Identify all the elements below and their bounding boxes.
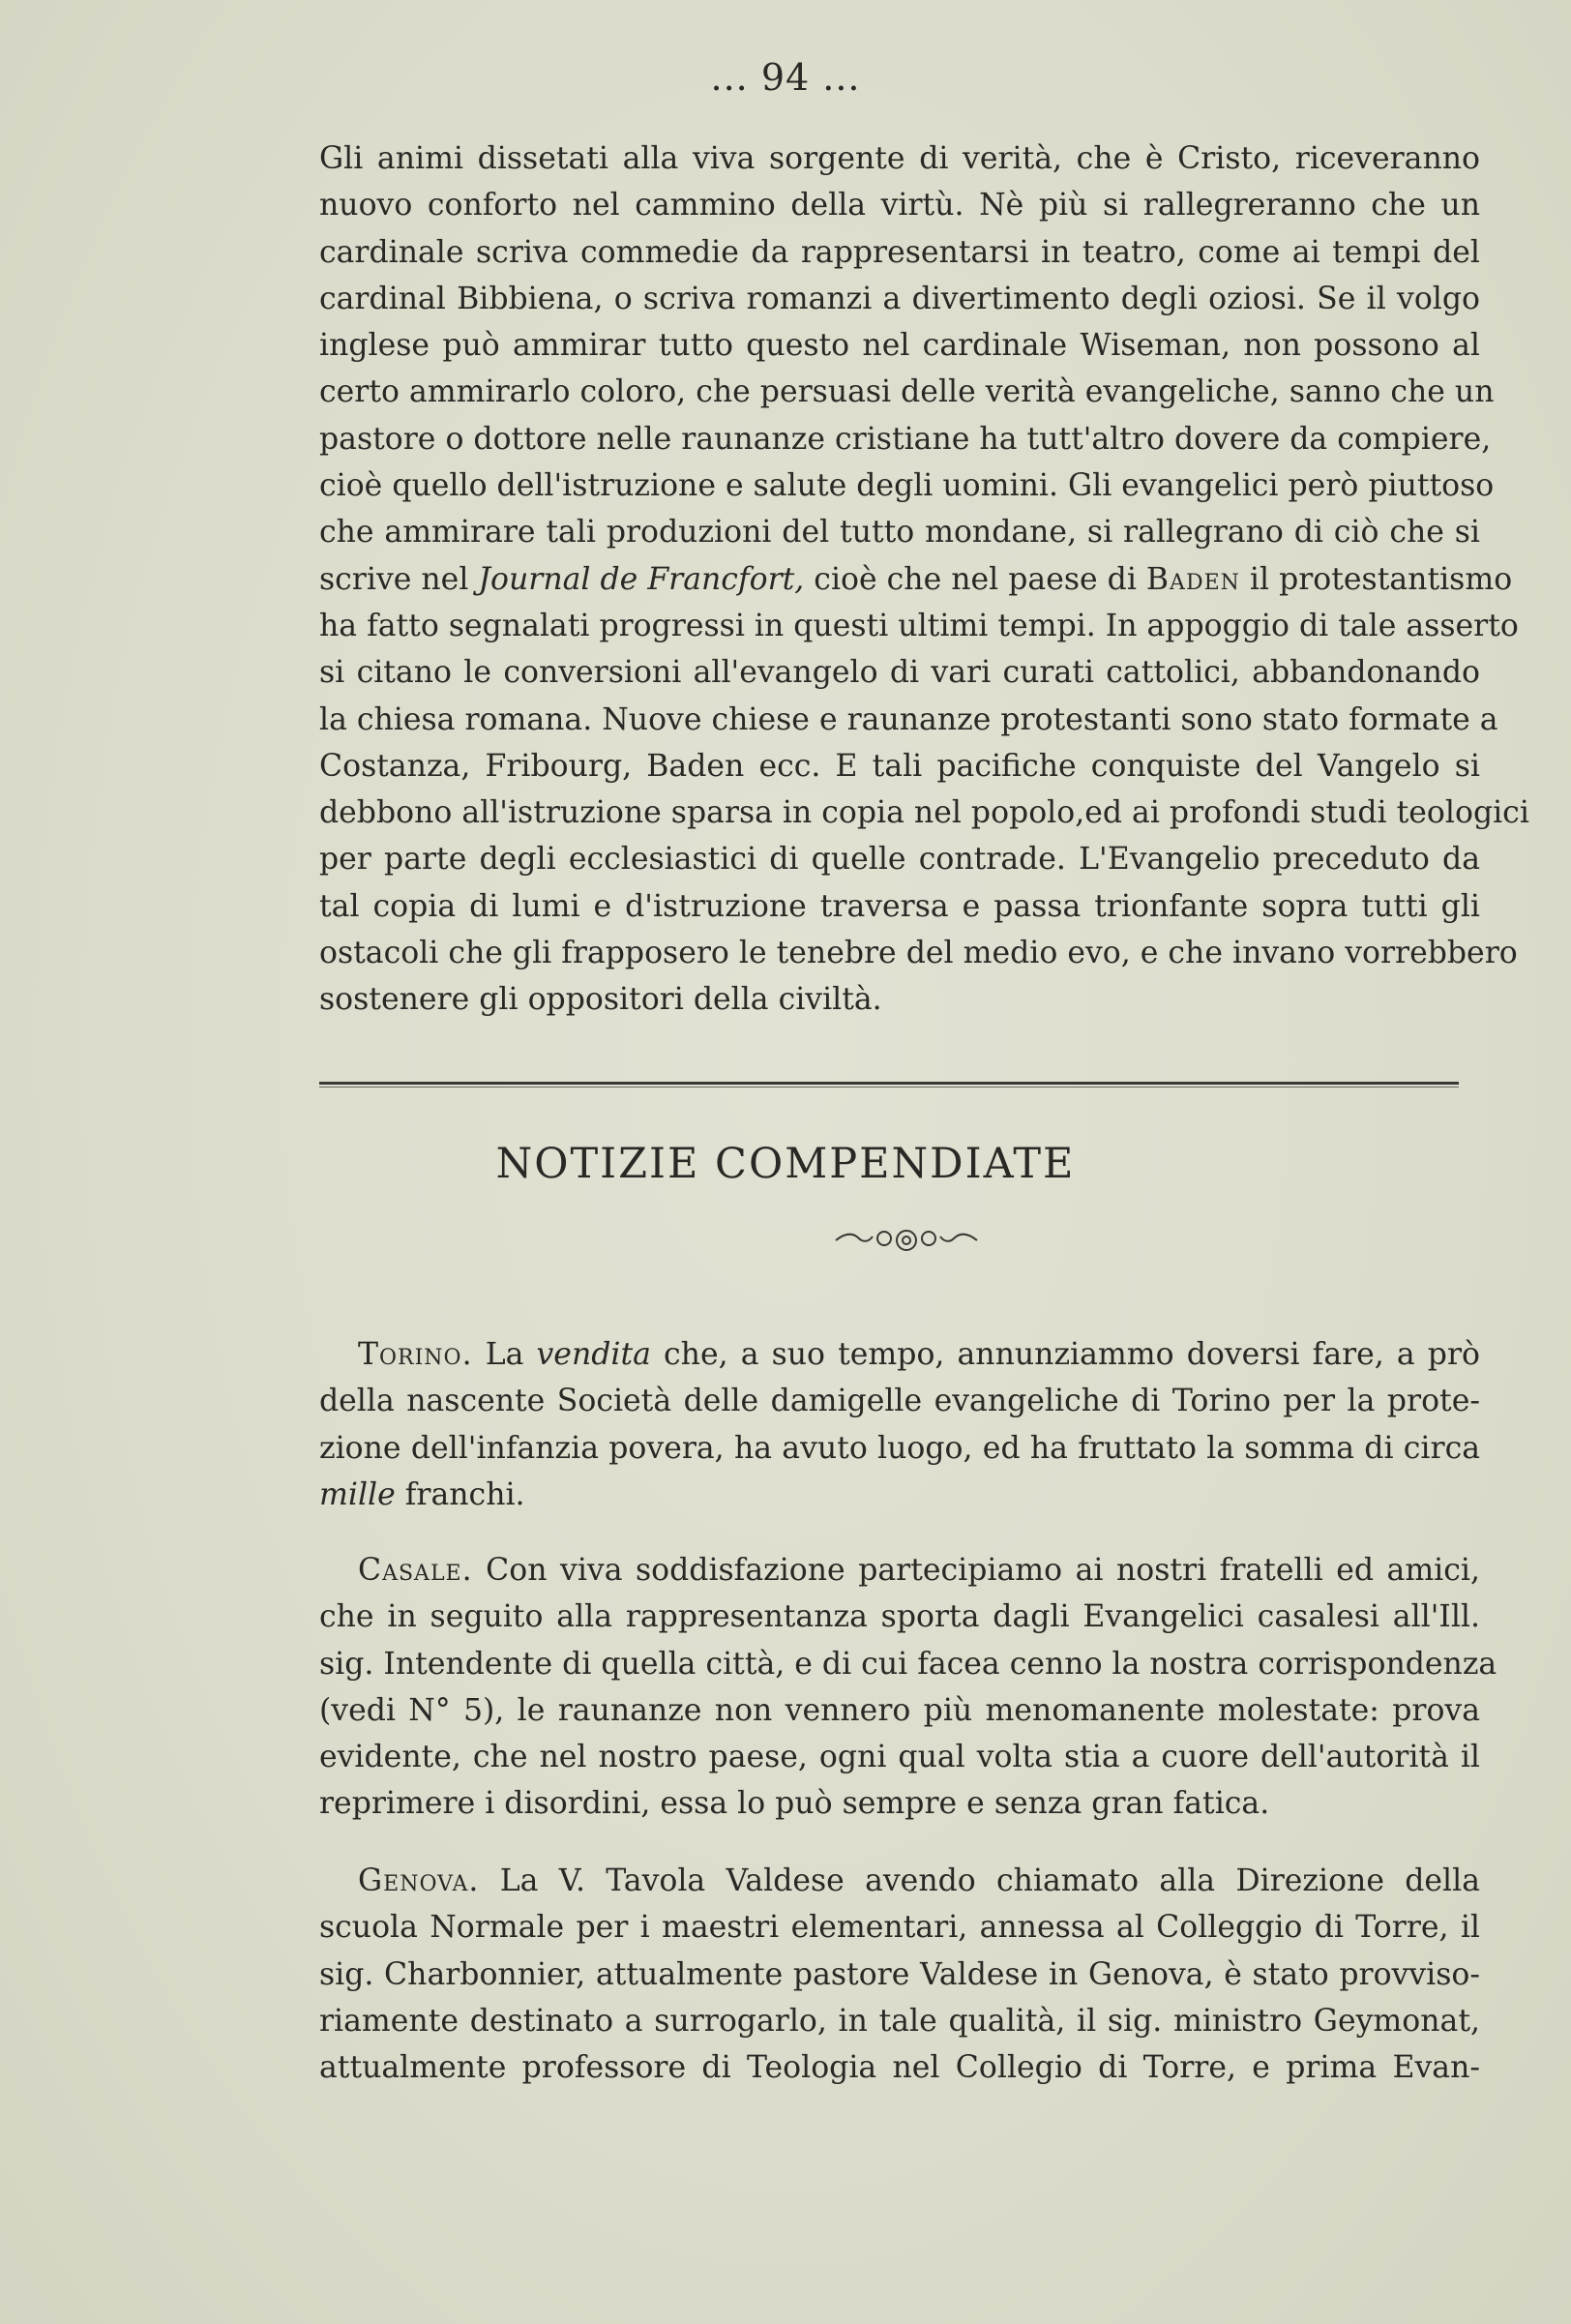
- text-line: evidente, che nel nostro paese, ogni qual volta stia a cuore dell'autorità il: [319, 1740, 1480, 1775]
- text-line: nuovo conforto nel cammino della virtù. Nè più si rallegreranno che un: [319, 188, 1480, 223]
- journal-title: Journal de Francfort,: [478, 561, 805, 597]
- place-name-baden: Baden: [1145, 561, 1240, 597]
- text-line: [319, 1472, 1480, 1518]
- place-name-casale: Casale.: [358, 1553, 473, 1588]
- article-paragraph: [319, 135, 1529, 1024]
- text-line: che in seguito alla rappresentanza sporta dagli Evangelici casalesi all'Ill.: [319, 1599, 1480, 1635]
- text-line: inglese può ammirar tutto questo nel cardinale Wiseman, non possono al: [319, 328, 1480, 364]
- text-line: che ammirare tali produzioni del tutto mondane, si rallegrano di ciò che si: [319, 515, 1480, 551]
- text-line: certo ammirarlo coloro, che persuasi delle verità evangeliche, sanno che un: [319, 374, 1495, 410]
- text-line: [319, 556, 1513, 603]
- text-line: cardinal Bibbiena, o scriva romanzi a divertimento degli oziosi. Se il volgo: [319, 281, 1480, 316]
- text-line: ha fatto segnalati progressi in questi ultimi tempi. In appoggio di tale asserto: [319, 608, 1519, 643]
- text-run: cioè che nel paese di: [804, 561, 1146, 597]
- text-line: per parte degli ecclesiastici di quelle contrade. L'Evangelio preceduto da: [319, 842, 1480, 878]
- news-item-torino: [319, 1331, 1480, 1518]
- text-line: della nascente Società delle damigelle evangeliche di Torino per la prote-: [319, 1384, 1480, 1419]
- news-item-casale: [319, 1547, 1497, 1828]
- text-line: Costanza, Fribourg, Baden ecc. E tali pacifiche conquiste del Vangelo si: [319, 748, 1480, 784]
- text-line: sig. Charbonnier, attualmente pastore Valdese in Genova, è stato provviso-: [319, 1956, 1480, 1992]
- section-heading: NOTIZIE COMPENDIATE: [495, 1140, 1076, 1188]
- text-run: La V. Tavola Valdese avendo chiamato alla Direzione della: [479, 1863, 1480, 1898]
- text-line: ostacoli che gli frapposero le tenebre del medio evo, e che invano vorrebbero: [319, 936, 1518, 971]
- text-run: Con viva soddisfazione partecipiamo ai nostri fratelli ed amici,: [472, 1553, 1480, 1588]
- text-line: Gli animi dissetati alla viva sorgente di verità, che è Cristo, riceveranno: [319, 141, 1480, 176]
- place-name-torino: Torino.: [358, 1337, 473, 1372]
- text-run: La: [472, 1337, 537, 1372]
- section-divider: [319, 1082, 1459, 1088]
- text-line: scuola Normale per i maestri elementari, annessa al Colleggio di Torre, il: [319, 1910, 1480, 1946]
- text-run: scrive nel: [319, 561, 479, 597]
- text-line: debbono all'istruzione sparsa in copia nel popolo,ed ai profondi studi teologici: [319, 795, 1529, 831]
- text-line: cardinale scriva commedie da rappresentarsi in teatro, come ai tempi del: [319, 234, 1480, 270]
- text-line: zione dell'infanzia povera, ha avuto luogo, ed ha fruttato la somma di circa: [319, 1430, 1480, 1466]
- news-item-genova: [319, 1858, 1480, 2091]
- text-line: sostenere gli oppositori della civiltà.: [319, 982, 882, 1018]
- text-run: che, a suo tempo, annunziammo doversi fare, a prò: [650, 1337, 1480, 1372]
- text-line: cioè quello dell'istruzione e salute degli uomini. Gli evangelici però piuttoso: [319, 468, 1495, 504]
- text-line: [319, 1547, 1480, 1594]
- place-name-genova: Genova.: [358, 1863, 480, 1898]
- text-line: attualmente professore di Teologia nel Collegio di Torre, e prima Evan-: [319, 2050, 1480, 2086]
- text-line: riamente destinato a surrogarlo, in tale qualità, il sig. ministro Geymonat,: [319, 2003, 1480, 2039]
- text-line: pastore o dottore nelle raunanze cristiane ha tutt'altro dovere da compiere,: [319, 421, 1492, 457]
- text-line: [319, 1858, 1480, 1904]
- text-line: si citano le conversioni all'evangelo di vari curati cattolici, abbandonando: [319, 655, 1480, 691]
- text-line: (vedi N° 5), le raunanze non vennero più menomanente molestate: prova: [319, 1692, 1480, 1728]
- page-number: ... 94 ...: [710, 56, 861, 99]
- text-run: franchi.: [395, 1476, 525, 1512]
- ornament-icon: [834, 1225, 979, 1256]
- text-line: la chiesa romana. Nuove chiese e raunanze protestanti sono stato formate a: [319, 701, 1498, 737]
- text-run: il protestantismo: [1239, 561, 1513, 597]
- text-line: sig. Intendente di quella città, e di cui facea cenno la nostra corrispondenza: [319, 1646, 1497, 1682]
- italic-word: vendita: [536, 1337, 651, 1372]
- italic-word: mille: [319, 1476, 396, 1512]
- text-line: tal copia di lumi e d'istruzione traversa e passa trionfante sopra tutti gli: [319, 888, 1480, 924]
- text-line: reprimere i disordini, essa lo può sempre e senza gran fatica.: [319, 1786, 1270, 1822]
- text-line: [319, 1331, 1480, 1378]
